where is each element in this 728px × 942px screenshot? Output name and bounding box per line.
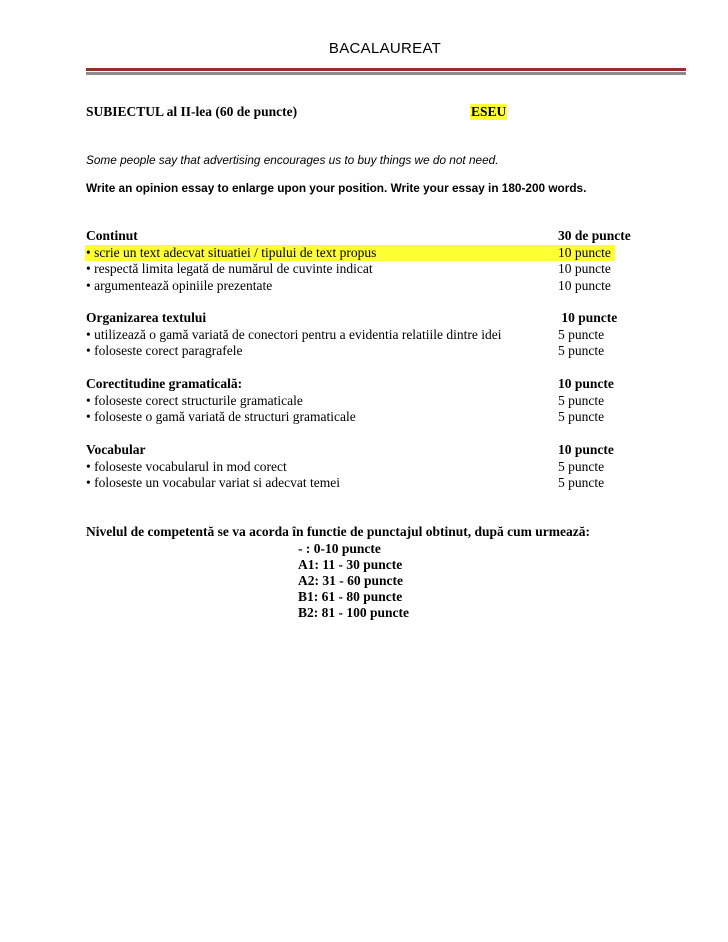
section-header — [86, 442, 646, 459]
criteria-section-organization — [86, 310, 646, 360]
section-title: Organizarea textului — [86, 310, 207, 325]
criteria-item-points: 10 puncte — [558, 261, 611, 276]
criteria-item-points: 5 puncte — [558, 326, 605, 342]
criteria-item-points: 5 puncte — [558, 458, 605, 474]
section-points: 10 puncte — [558, 442, 614, 457]
competence-level-item: A1: 11 - 30 puncte — [298, 557, 403, 572]
competence-level-item: B2: 81 - 100 puncte — [298, 605, 409, 620]
criteria-item-points: 10 puncte — [558, 244, 611, 260]
competence-level-item: A2: 31 - 60 puncte — [298, 573, 403, 588]
section-points: 10 puncte — [558, 376, 614, 391]
section-title: Continut — [86, 228, 138, 243]
competence-level-item: - : 0-10 puncte — [298, 541, 381, 556]
essay-badge: ESEU — [471, 104, 507, 119]
criteria-item-label: • foloseste un vocabular variat si adecvat temei — [86, 475, 341, 490]
section-title: Corectitudine gramaticală: — [86, 376, 243, 391]
criteria-item-label: • argumentează opiniile prezentate — [86, 277, 273, 293]
criteria-item — [86, 327, 646, 344]
section-header — [86, 376, 646, 393]
criteria-item — [86, 393, 646, 410]
essay-prompt: Some people say that advertising encourages us to buy things we do not need. — [86, 153, 499, 167]
criteria-item — [86, 409, 646, 426]
criteria-item-label: • foloseste corect paragrafele — [86, 343, 243, 358]
header-rule-red — [86, 68, 686, 71]
section-title: Vocabular — [86, 442, 146, 457]
criteria-item-label: • respectă limita legată de numărul de cuvinte indicat — [86, 261, 373, 276]
criteria-item-points: 5 puncte — [558, 392, 605, 408]
criteria-item — [86, 475, 646, 492]
criteria-item-label: • scrie un text adecvat situatiei / tipului de text propus — [86, 244, 377, 260]
criteria-item — [86, 343, 646, 360]
criteria-item-label: • foloseste corect structurile gramaticale — [86, 392, 303, 408]
subject-title: SUBIECTUL al II-lea (60 de puncte) — [86, 104, 298, 119]
competence-levels-title: Nivelul de competentă se va acorda în functie de punctajul obtinut, după cum urmează: — [86, 524, 590, 539]
section-header — [86, 228, 646, 245]
criteria-item-points: 5 puncte — [558, 343, 605, 358]
criteria-section-grammar — [86, 376, 646, 426]
criteria-item-label: • foloseste vocabularul in mod corect — [86, 458, 287, 474]
criteria-section-content — [86, 228, 646, 294]
criteria-item — [86, 278, 646, 295]
header-rule-gray — [86, 72, 686, 75]
criteria-item-label: • foloseste o gamă variată de structuri gramaticale — [86, 409, 356, 424]
document-header-title: BACALAUREAT — [328, 40, 442, 57]
section-points: 10 puncte — [558, 310, 618, 325]
criteria-item — [86, 459, 646, 476]
competence-level-item: B1: 61 - 80 puncte — [298, 589, 403, 604]
criteria-item — [86, 261, 646, 278]
criteria-item-points: 5 puncte — [558, 475, 605, 490]
criteria-item-highlighted — [86, 245, 646, 262]
section-points: 30 de puncte — [558, 228, 631, 243]
criteria-item-points: 10 puncte — [558, 277, 611, 293]
section-header — [86, 310, 646, 327]
criteria-section-vocabulary — [86, 442, 646, 492]
criteria-item-points: 5 puncte — [558, 409, 605, 424]
essay-instruction: Write an opinion essay to enlarge upon your position. Write your essay in 180-200 words. — [86, 181, 587, 195]
criteria-item-label: • utilizează o gamă variată de conectori pentru a evidentia relatiile dintre idei — [86, 326, 502, 342]
